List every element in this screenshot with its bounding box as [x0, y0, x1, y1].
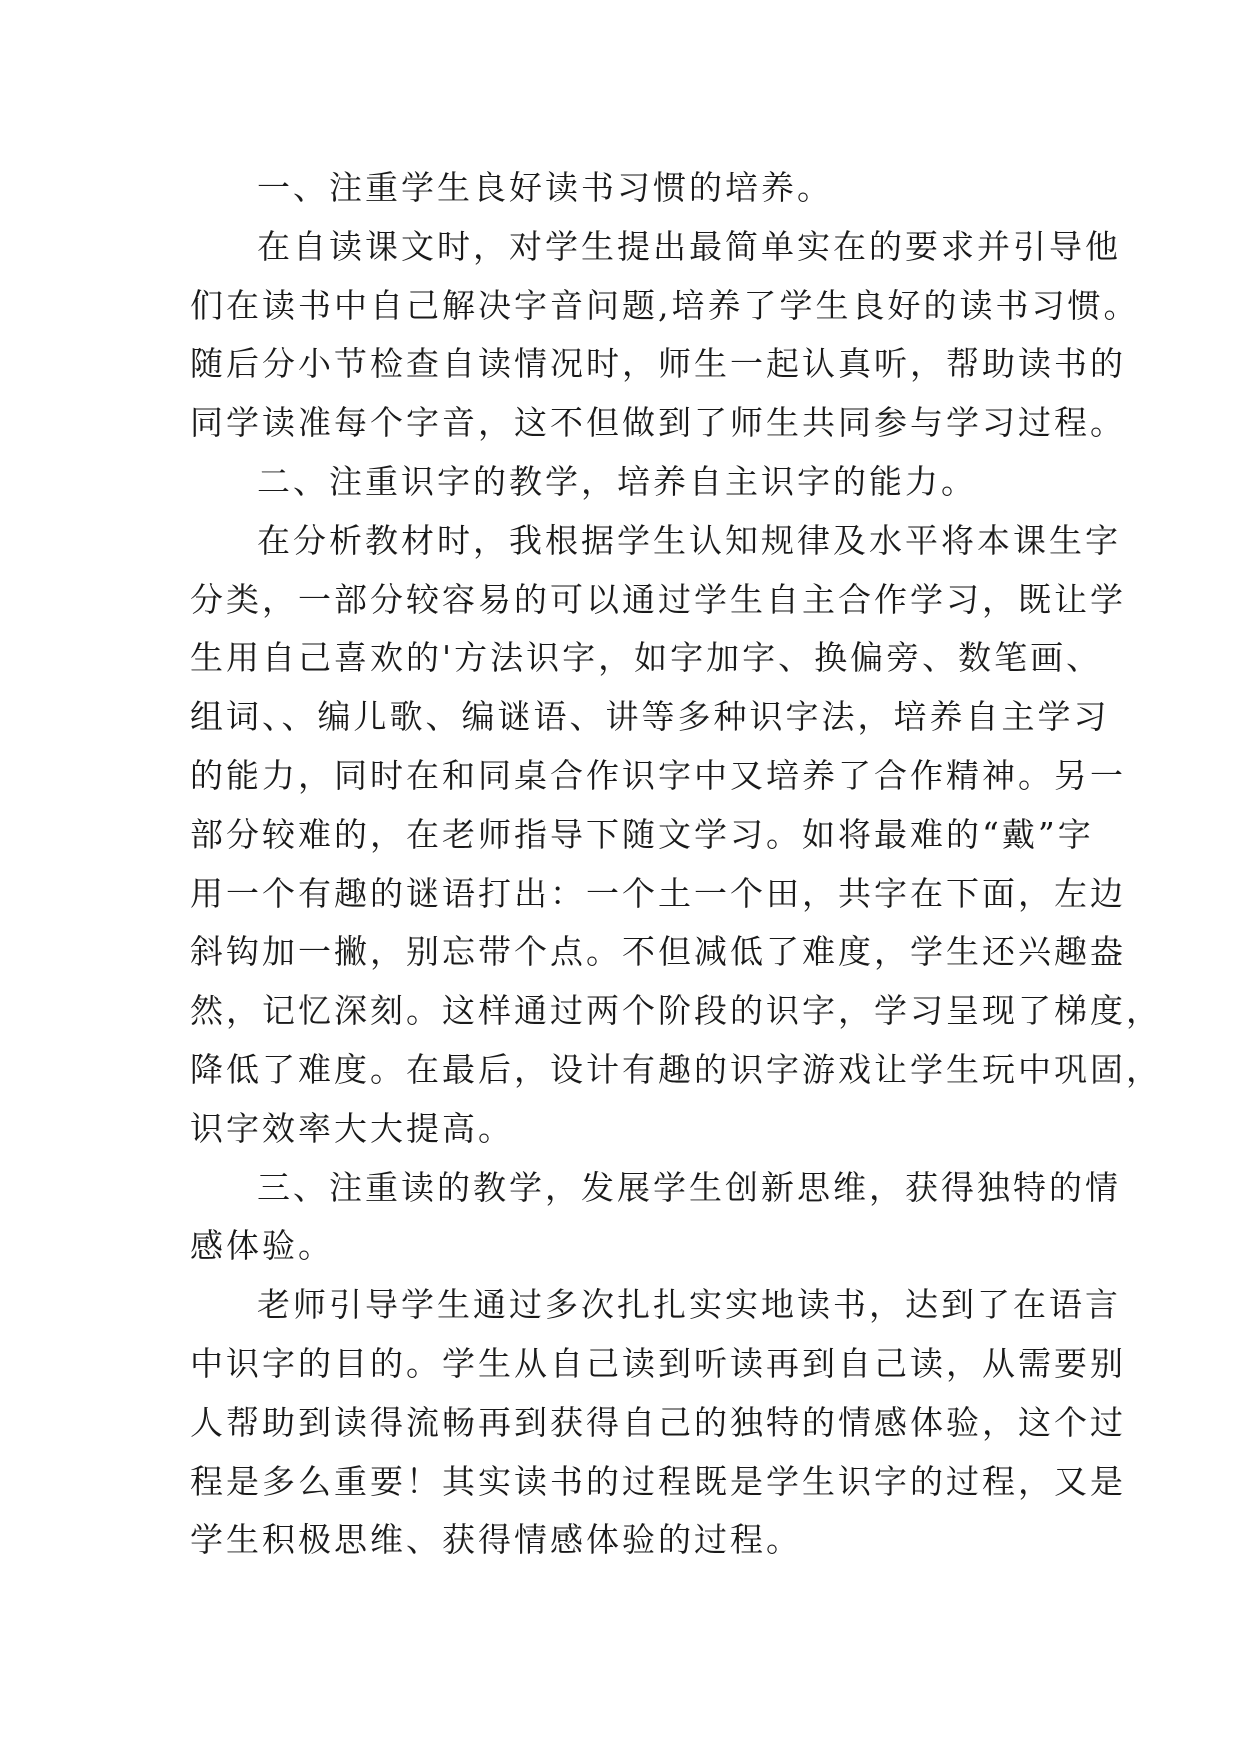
text-line: 在自读课文时，对学生提出最简单实在的要求并引导他	[257, 226, 1121, 266]
text-line: 程是多么重要！其实读书的过程既是学生识字的过程，又是	[190, 1461, 1126, 1501]
text-line: 部分较难的，在老师指导下随文学习。如将最难的“戴”字	[190, 814, 1094, 854]
text-line: 一、注重学生良好读书习惯的培养。	[257, 168, 833, 207]
document-body	[190, 159, 1162, 1570]
text-line: 降低了难度。在最后，设计有趣的识字游戏让学生玩中巩固，	[190, 1049, 1162, 1089]
text-line: 随后分小节检查自读情况时，师生一起认真听，帮助读书的	[190, 344, 1126, 384]
text-line: 感体验。	[190, 1226, 334, 1266]
text-line: 斜钩加一撇，别忘带个点。不但减低了难度，学生还兴趣盎	[190, 932, 1126, 972]
text-line: 在分析教材时，我根据学生认知规律及水平将本课生字	[257, 520, 1121, 560]
text-line: 学生积极思维、获得情感体验的过程。	[190, 1520, 802, 1560]
text-line: 然，记忆深刻。这样通过两个阶段的识字，学习呈现了梯度，	[190, 991, 1162, 1031]
text-line: 用一个有趣的谜语打出：一个土一个田，共字在下面，左边	[190, 873, 1126, 913]
text-line: 人帮助到读得流畅再到获得自己的独特的情感体验，这个过	[190, 1402, 1126, 1442]
text-line: 组词、、编儿歌、编谜语、讲等多种识字法，培养自主学习	[190, 697, 1110, 737]
text-line: 二、注重识字的教学，培养自主识字的能力。	[257, 461, 977, 501]
text-line: 们在读书中自己解决字音问题,培养了学生良好的读书习惯。	[190, 285, 1140, 325]
text-line: 生用自己喜欢的'方法识字，如字加字、换偏旁、数笔画、	[190, 638, 1103, 678]
text-line: 的能力，同时在和同桌合作识字中又培养了合作精神。另一	[190, 755, 1126, 795]
text-line: 老师引导学生通过多次扎扎实实地读书，达到了在语言	[257, 1285, 1121, 1325]
text-line: 三、注重读的教学，发展学生创新思维，获得独特的情	[257, 1167, 1121, 1207]
text-line: 同学读准每个字音，这不但做到了师生共同参与学习过程。	[190, 403, 1126, 443]
text-line: 识字效率大大提高。	[190, 1108, 514, 1148]
text-line: 分类，一部分较容易的可以通过学生自主合作学习，既让学	[190, 579, 1126, 619]
text-line: 中识字的目的。学生从自己读到听读再到自己读，从需要别	[190, 1343, 1126, 1383]
